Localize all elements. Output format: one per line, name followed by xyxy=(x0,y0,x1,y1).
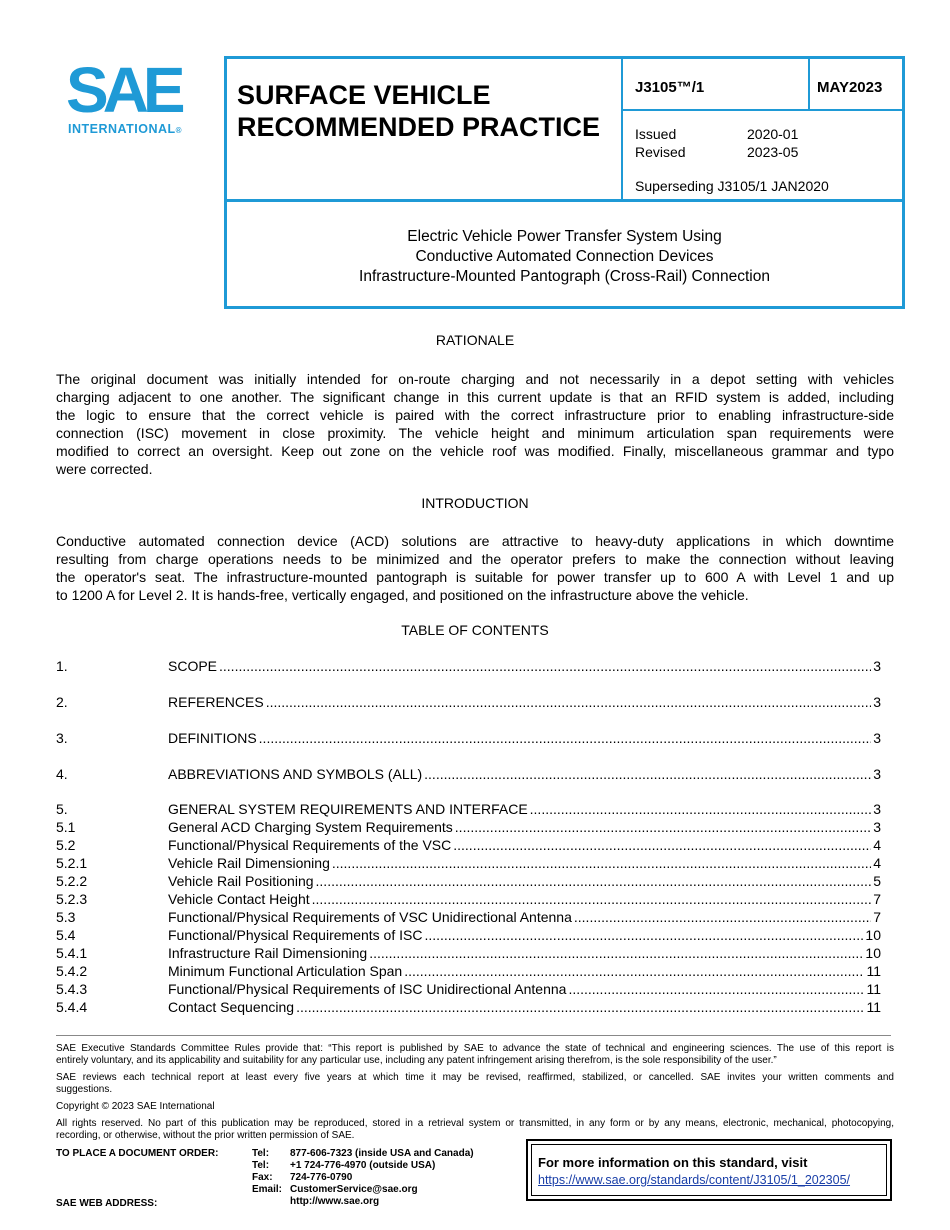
toc-entry[interactable] xyxy=(56,890,881,908)
logo-mark: SAE xyxy=(66,54,180,126)
paragraph-line: Conductive automated connection device (ACD) solutions are attractive to heavy-duty applications in which downtime xyxy=(56,533,894,549)
revised-value: 2023-05 xyxy=(747,144,799,160)
toc-entry[interactable] xyxy=(56,854,881,872)
toc-leader-dots xyxy=(453,836,871,854)
toc-entry-title-row xyxy=(168,980,881,998)
toc-entry[interactable] xyxy=(56,800,881,818)
footer-line: SAE reviews each technical report at least every five years at which time it may be revised, reaffirmed, stabilized, or cancelled. SAE invites your written comments and xyxy=(56,1072,894,1083)
toc-entry-title-row xyxy=(168,908,881,926)
fax-value: 724-776-0790 xyxy=(290,1172,353,1183)
toc-entry-title-row xyxy=(168,854,881,872)
toc-entry-number: 5.2 xyxy=(56,837,76,853)
toc-leader-dots xyxy=(259,729,872,747)
toc-entry-title-row xyxy=(168,693,881,711)
web-address-label: SAE WEB ADDRESS: xyxy=(56,1198,158,1209)
toc-leader-dots xyxy=(424,926,863,944)
toc-entry-number: 5.2.2 xyxy=(56,873,88,889)
logo-subtitle xyxy=(68,122,182,136)
standard-url-link[interactable]: https://www.sae.org/standards/content/J3105/1_202305/ xyxy=(538,1173,851,1187)
toc-entry-number: 5.4.4 xyxy=(56,999,88,1015)
document-type-title xyxy=(237,79,600,143)
toc-entry-title: Functional/Physical Requirements of the VSC xyxy=(168,837,452,853)
toc-entry-title-row xyxy=(168,765,881,783)
subject-line: Electric Vehicle Power Transfer System Using xyxy=(407,228,722,245)
header-divider xyxy=(621,109,902,111)
footer-line: suggestions. xyxy=(56,1084,113,1095)
toc-entry-title: Vehicle Rail Dimensioning xyxy=(168,855,330,871)
toc-entry-title-row xyxy=(168,998,881,1016)
issued-value: 2020-01 xyxy=(747,126,799,142)
toc-entry-title-row xyxy=(168,729,881,747)
introduction-heading: INTRODUCTION xyxy=(421,495,529,511)
toc-entry-title-row xyxy=(168,926,881,944)
web-address-link[interactable]: http://www.sae.org xyxy=(290,1196,380,1207)
toc-entry-title: GENERAL SYSTEM REQUIREMENTS AND INTERFACE xyxy=(168,801,528,817)
toc-entry[interactable] xyxy=(56,908,881,926)
toc-entry-title-row xyxy=(168,657,881,675)
superseding-note: Superseding J3105/1 JAN2020 xyxy=(635,178,829,194)
toc-entry[interactable] xyxy=(56,657,881,675)
more-info-title: For more information on this standard, visit xyxy=(538,1155,808,1170)
document-number: J3105™/1 xyxy=(635,79,705,96)
toc-entry-number: 2. xyxy=(56,694,68,710)
footer-line: entirely voluntary, and its applicability and suitability for any particular use, including any patent infringement arising therefrom, is the sole responsibility of the user.” xyxy=(56,1055,777,1066)
toc-entry-number: 5.2.3 xyxy=(56,891,88,907)
toc-entry-title: ABBREVIATIONS AND SYMBOLS (ALL) xyxy=(168,766,423,782)
toc-leader-dots xyxy=(312,890,872,908)
paragraph-line: The original document was initially intended for on-route charging and not necessarily in a depot setting with vehicles xyxy=(56,371,894,387)
toc-entry[interactable] xyxy=(56,765,881,783)
toc-entry[interactable] xyxy=(56,836,881,854)
toc-leader-dots xyxy=(316,872,872,890)
revised-label: Revised xyxy=(635,144,686,160)
footer-divider xyxy=(56,1035,891,1036)
rationale-paragraph xyxy=(56,370,894,478)
more-info-inner-border xyxy=(531,1144,887,1196)
toc-leader-dots xyxy=(332,854,871,872)
toc-leader-dots xyxy=(219,657,871,675)
header-divider xyxy=(621,59,623,201)
paragraph-line: the operator's seat. The infrastructure-mounted pantograph is suitable for power transfer up to 600 A with Level 1 and up xyxy=(56,569,894,585)
document-subject xyxy=(227,227,902,287)
toc-entry-page: 3 xyxy=(873,730,881,746)
toc-entry-number: 5.2.1 xyxy=(56,855,88,871)
toc-entry-page: 3 xyxy=(873,766,881,782)
tel-value: +1 724-776-4970 (outside USA) xyxy=(290,1160,436,1171)
toc-entry[interactable] xyxy=(56,944,881,962)
toc-entry-title: Vehicle Rail Positioning xyxy=(168,873,314,889)
toc-entry-title: Contact Sequencing xyxy=(168,999,295,1015)
toc-entry-number: 5.4.2 xyxy=(56,963,88,979)
fax-label: Fax: xyxy=(252,1172,273,1183)
toc-entry-page: 5 xyxy=(873,873,881,889)
toc-entry-title: Infrastructure Rail Dimensioning xyxy=(168,945,368,961)
toc-entry-number: 4. xyxy=(56,766,68,782)
sae-logo xyxy=(66,54,196,138)
toc-entry[interactable] xyxy=(56,962,881,980)
issued-label: Issued xyxy=(635,126,677,142)
toc-entry[interactable] xyxy=(56,926,881,944)
toc-entry-title-row xyxy=(168,872,881,890)
toc-entry-number: 5. xyxy=(56,801,68,817)
email-label: Email: xyxy=(252,1184,283,1195)
footer-line: All rights reserved. No part of this publication may be reproduced, stored in a retrieval system or transmitted, in any form or by any means, electronic, mechanical, photocopying, xyxy=(56,1118,894,1129)
toc-entry[interactable] xyxy=(56,729,881,747)
order-label: TO PLACE A DOCUMENT ORDER: xyxy=(56,1148,219,1159)
tel-label: Tel: xyxy=(252,1160,270,1171)
toc-entry-page: 11 xyxy=(866,999,881,1015)
toc-entry-page: 10 xyxy=(865,927,881,943)
toc-entry-title-row xyxy=(168,818,881,836)
toc-leader-dots xyxy=(296,998,864,1016)
toc-entry[interactable] xyxy=(56,693,881,711)
toc-entry[interactable] xyxy=(56,872,881,890)
toc-entry-title: Functional/Physical Requirements of ISC xyxy=(168,927,423,943)
tel-value: 877-606-7323 (inside USA and Canada) xyxy=(290,1148,474,1159)
toc-entry[interactable] xyxy=(56,980,881,998)
committee-rules-note xyxy=(56,1043,894,1067)
document-date: MAY2023 xyxy=(817,79,883,96)
copyright-note: Copyright © 2023 SAE International xyxy=(56,1101,215,1112)
toc-entry-title: SCOPE xyxy=(168,658,218,674)
toc-entry-page: 4 xyxy=(873,855,881,871)
paragraph-line: charging adjacent to one another. The significant change in this current update is that an RFID system is added, including xyxy=(56,389,894,405)
toc-entry-number: 5.1 xyxy=(56,819,76,835)
toc-entry-page: 4 xyxy=(873,837,881,853)
subject-line: Infrastructure-Mounted Pantograph (Cross-Rail) Connection xyxy=(359,268,770,285)
paragraph-line: connection (ISC) movement in close proximity. The vehicle height and minimum articulation span requirements were xyxy=(56,425,894,441)
review-note xyxy=(56,1072,894,1096)
toc-entry-page: 11 xyxy=(866,981,881,997)
toc-leader-dots xyxy=(404,962,864,980)
toc-entry-number: 5.4 xyxy=(56,927,76,943)
toc-entry[interactable] xyxy=(56,998,881,1016)
toc-entry-number: 5.4.3 xyxy=(56,981,88,997)
title-line: RECOMMENDED PRACTICE xyxy=(237,112,601,142)
toc-entry-number: 5.3 xyxy=(56,909,76,925)
logo-subtitle-text: INTERNATIONAL xyxy=(68,122,176,136)
document-header-box xyxy=(224,56,905,309)
toc-entry-page: 3 xyxy=(873,658,881,674)
title-line: SURFACE VEHICLE xyxy=(237,80,491,110)
toc-entry-number: 3. xyxy=(56,730,68,746)
toc-entry-title-row xyxy=(168,962,881,980)
toc-entry-title-row xyxy=(168,836,881,854)
toc-entry-page: 7 xyxy=(873,909,881,925)
footer-line: SAE Executive Standards Committee Rules provide that: “This report is published by SAE to advance the state of technical and engineering sciences. The use of this report is xyxy=(56,1043,894,1054)
contact-details xyxy=(252,1148,474,1208)
toc-entry-number: 5.4.1 xyxy=(56,945,88,961)
toc-entry-title-row xyxy=(168,800,881,818)
toc-entry-title: Vehicle Contact Height xyxy=(168,891,310,907)
toc-entry-title: Functional/Physical Requirements of ISC Unidirectional Antenna xyxy=(168,981,567,997)
toc-entry-page: 3 xyxy=(873,801,881,817)
tel-label: Tel: xyxy=(252,1148,270,1159)
paragraph-line: were corrected. xyxy=(56,461,153,477)
paragraph-line: modified to correct an oversight. Keep out zone on the vehicle roof was modified. Finally, miscellaneous grammar and typo xyxy=(56,443,894,459)
toc-leader-dots xyxy=(369,944,863,962)
more-info-box xyxy=(526,1139,892,1201)
toc-entry-page: 11 xyxy=(866,963,881,979)
toc-entry-title: REFERENCES xyxy=(168,694,264,710)
toc-entry-title: Minimum Functional Articulation Span xyxy=(168,963,403,979)
paragraph-line: resulting from charge operations needs to be minimized and the operator prefers to make the connection without leaving xyxy=(56,551,894,567)
introduction-paragraph xyxy=(56,532,894,604)
toc-entry-page: 3 xyxy=(873,694,881,710)
toc-leader-dots xyxy=(574,908,871,926)
toc-leader-dots xyxy=(568,980,864,998)
paragraph-line: to 1200 A for Level 2. It is hands-free, vertically engaged, and positioned on the infrastructure above the vehicle. xyxy=(56,587,749,603)
toc-leader-dots xyxy=(424,765,871,783)
toc-heading: TABLE OF CONTENTS xyxy=(401,622,549,638)
toc-entry-title: Functional/Physical Requirements of VSC Unidirectional Antenna xyxy=(168,909,572,925)
toc-entry-title-row xyxy=(168,944,881,962)
paragraph-line: the logic to ensure that the correct vehicle is paired with the correct infrastructure prior to enabling infrastructure-side xyxy=(56,407,894,423)
toc-entry-title-row xyxy=(168,890,881,908)
header-divider xyxy=(227,199,902,202)
toc-leader-dots xyxy=(530,800,872,818)
header-divider xyxy=(808,59,810,111)
footer-line: recording, or otherwise, without the prior written permission of SAE. xyxy=(56,1130,355,1141)
toc-entry-number: 1. xyxy=(56,658,68,674)
toc-entry-title: DEFINITIONS xyxy=(168,730,257,746)
toc-entry-page: 7 xyxy=(873,891,881,907)
toc-entry-page: 10 xyxy=(865,945,881,961)
rationale-heading: RATIONALE xyxy=(435,332,515,348)
toc-entry[interactable] xyxy=(56,818,881,836)
logo-registered-mark: ® xyxy=(175,126,183,135)
toc-entry-title: General ACD Charging System Requirements xyxy=(168,819,453,835)
toc-leader-dots xyxy=(266,693,872,711)
toc-leader-dots xyxy=(455,818,871,836)
subject-line: Conductive Automated Connection Devices xyxy=(415,248,714,265)
email-value[interactable]: CustomerService@sae.org xyxy=(290,1184,418,1195)
toc-entry-page: 3 xyxy=(873,819,881,835)
